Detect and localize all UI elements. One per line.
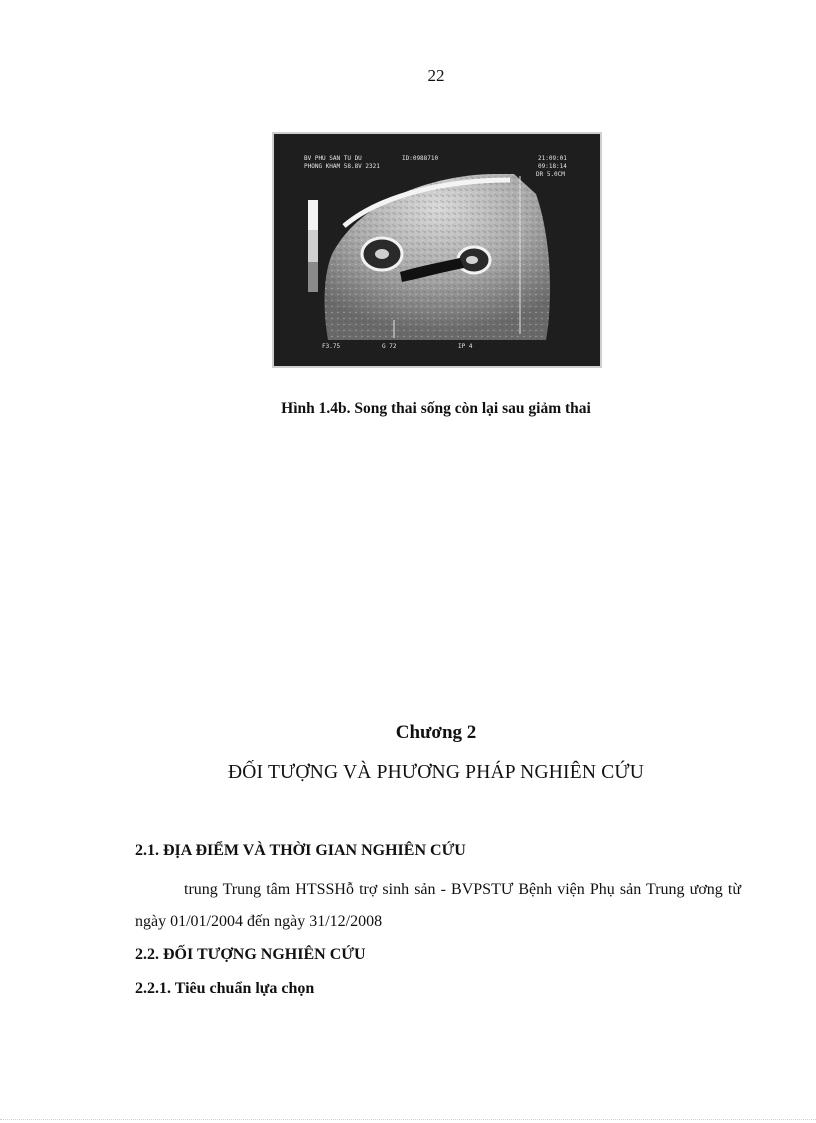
- us-text-top-left-1: BV PHU SAN TU DU: [304, 155, 362, 162]
- us-text-bottom-1: F3.75: [322, 343, 341, 350]
- us-text-top-right-2: 09:18:14: [538, 163, 567, 170]
- page-number: 22: [427, 66, 445, 85]
- section-heading-2-1: 2.1. ĐỊA ĐIỂM VÀ THỜI GIAN NGHIÊN CỨU: [135, 842, 466, 859]
- us-text-top-mid: ID:0988710: [402, 155, 439, 162]
- ultrasound-image: [272, 132, 602, 368]
- section-heading-2-2: 2.2. ĐỐI TƯỢNG NGHIÊN CỨU: [135, 946, 366, 963]
- section-heading-2-2-1: 2.2.1. Tiêu chuẩn lựa chọn: [135, 980, 315, 997]
- us-text-bottom-3: IP 4: [458, 343, 473, 350]
- chapter-title: ĐỐI TƯỢNG VÀ PHƯƠNG PHÁP NGHIÊN CỨU: [227, 762, 645, 783]
- us-text-top-left-2: PHONG KHAM 58.8V 2321: [304, 163, 380, 170]
- chapter-label: Chương 2: [395, 722, 477, 743]
- page-bottom-rule: [0, 1119, 816, 1120]
- figure-caption: Hình 1.4b. Song thai sống còn lại sau giảm thai: [281, 400, 591, 417]
- us-text-top-right-3: DR 5.0CM: [536, 171, 565, 178]
- us-text-bottom-2: G 72: [382, 343, 397, 350]
- us-text-top-right-1: 21:09:01: [538, 155, 567, 162]
- section-paragraph-2-1: trung Trung tâm HTSSHỗ trợ sinh sản - BVPSTƯ Bệnh viện Phụ sản Trung ương từ ngày 01/01/2004 đến ngày 31/12/2008: [135, 881, 741, 930]
